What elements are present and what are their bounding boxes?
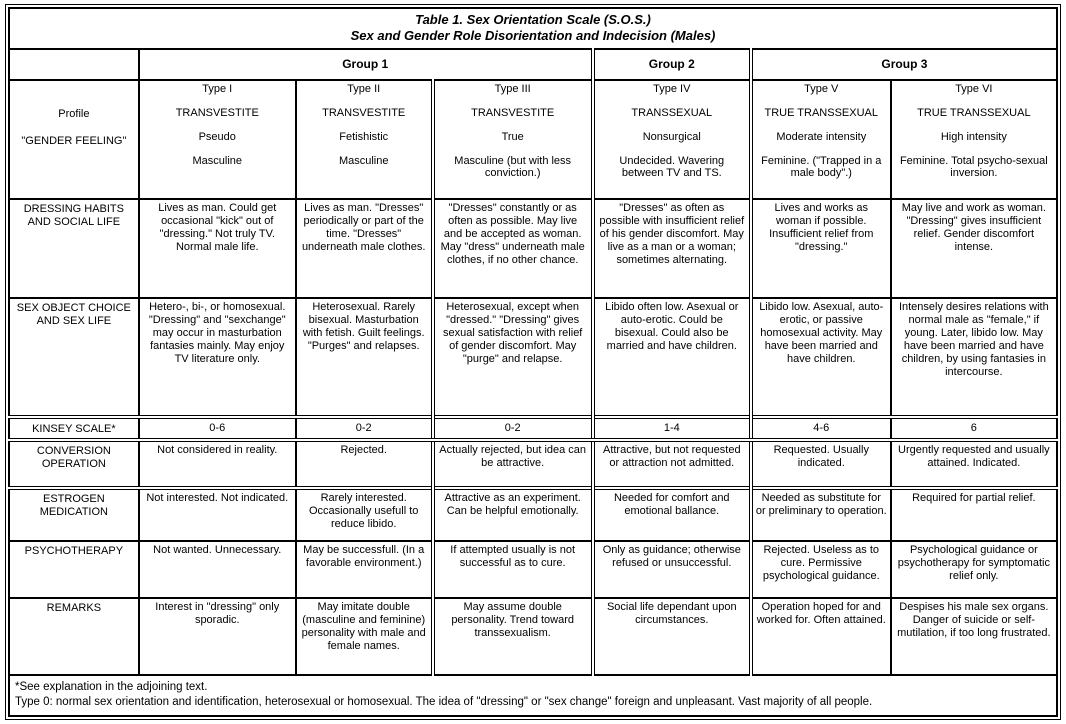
subtype: Pseudo [198,130,236,143]
cell-sexobject-type1: Hetero-, bi-, or homosexual. "Dressing" and "sexchange" may occur in masturbation fantasies mainly. May enjoy TV literature only. [139,298,296,417]
cell-sexobject-type2: Heterosexual. Rarely bisexual. Masturbation with fetish. Guilt feelings. "Purges" and relapses. [296,298,433,417]
table-row [9,440,1057,488]
cell-sexobject-type4: Libido often low. Asexual or auto-erotic. Could be bisexual. Could also be married and have children. [593,298,751,417]
group2-header: Group 2 [593,49,751,80]
cell-kinsey-type1: 0-6 [139,417,296,440]
cell-kinsey-type6: 6 [891,417,1057,440]
group-row-spacer [9,49,139,80]
profile-cell-type5 [751,80,891,199]
cell-psychotherapy-type4: Only as guidance; otherwise refused or unsuccessful. [593,541,751,597]
profile-cell-type3 [433,80,593,199]
footnote-asterisk: *See explanation in the adjoining text. [15,681,208,694]
cell-psychotherapy-type2: May be successfull. (In a favorable environment.) [296,541,433,597]
table-row [9,49,1057,80]
feeling: Feminine. ("Trapped in a male body".) [761,154,882,180]
feeling: Undecided. Wavering between TV and TS. [619,154,725,180]
profile-cell-type6 [891,80,1057,199]
row-label-remarks: REMARKS [9,598,139,675]
cell-conversion-type3: Actually rejected, but idea can be attractive. [433,440,593,488]
table-row [9,541,1057,597]
row-label-profile [9,80,139,199]
group1-header: Group 1 [139,49,593,80]
table-row [9,598,1057,675]
profile-cell-type4 [593,80,751,199]
cell-remarks-type6: Despises his male sex organs. Danger of suicide or self-mutilation, if too long frustrated. [891,598,1057,675]
profile-cell-type2 [296,80,433,199]
cell-psychotherapy-type1: Not wanted. Unnecessary. [139,541,296,597]
cell-conversion-type1: Not considered in reality. [139,440,296,488]
subtype: Fetishistic [339,130,389,143]
outer-frame [5,4,1061,720]
row-label-conversion: CONVERSION OPERATION [9,440,139,488]
table-title [9,8,1057,49]
cell-conversion-type4: Attractive, but not requested or attraction not admitted. [593,440,751,488]
cell-dressing-type5: Lives and works as woman if possible. Insufficient relief from "dressing." [751,199,891,299]
category: TRUE TRANSSEXUAL [764,106,878,119]
subtype: High intensity [940,130,1007,143]
cell-dressing-type4: "Dresses" as often as possible with insufficient relief of his gender discomfort. May live as a man or a woman; sometimes alternating. [593,199,751,299]
cell-estrogen-type4: Needed for comfort and emotional ballance. [593,488,751,541]
cell-dressing-type3: "Dresses" constantly or as often as possible. May live and be accepted as woman. May "dress" underneath male clothes, if no other chance. [433,199,593,299]
type-heading: Type II [347,82,381,95]
feeling: Masculine [192,154,243,167]
group3-header: Group 3 [751,49,1057,80]
table-row [9,80,1057,199]
table-row [9,675,1057,716]
table-title-line1: Table 1. Sex Orientation Scale (S.O.S.) [415,11,651,27]
category: TRUE TRANSSEXUAL [917,106,1031,119]
subtype: Nonsurgical [642,130,701,143]
cell-sexobject-type5: Libido low. Asexual, auto-erotic, or passive homosexual activity. May have been married and have children. [751,298,891,417]
footnotes [9,675,1057,716]
table-row [9,488,1057,541]
cell-kinsey-type2: 0-2 [296,417,433,440]
table-row [9,8,1057,49]
profile-label: Profile [58,107,90,120]
feeling: Masculine (but with less conviction.) [454,154,572,180]
cell-sexobject-type3: Heterosexual, except when "dressed." "Dressing" gives sexual satisfaction with relief of gender discomfort. May "purge" and relapse. [433,298,593,417]
cell-estrogen-type1: Not interested. Not indicated. [139,488,296,541]
cell-estrogen-type2: Rarely interested. Occasionally usefull to reduce libido. [296,488,433,541]
cell-kinsey-type4: 1-4 [593,417,751,440]
sos-table [8,7,1058,717]
type-heading: Type VI [955,82,993,95]
feeling: Feminine. Total psycho-sexual inversion. [899,154,1048,180]
cell-psychotherapy-type5: Rejected. Useless as to cure. Permissive psychological guidance. [751,541,891,597]
category: TRANSVESTITE [322,106,406,119]
row-label-dressing: DRESSING HABITS AND SOCIAL LIFE [9,199,139,299]
category: TRANSVESTITE [175,106,259,119]
cell-dressing-type6: May live and work as woman. "Dressing" gives insufficient relief. Gender discomfort intense. [891,199,1057,299]
cell-dressing-type2: Lives as man. "Dresses" periodically or part of the time. "Dresses" underneath male clothes. [296,199,433,299]
table-row [9,298,1057,417]
gender-feeling-label: "GENDER FEELING" [21,134,127,147]
row-label-psychotherapy: PSYCHOTHERAPY [9,541,139,597]
row-label-kinsey: KINSEY SCALE* [9,417,139,440]
cell-psychotherapy-type6: Psychological guidance or psychotherapy for symptomatic relief only. [891,541,1057,597]
category: TRANSVESTITE [471,106,555,119]
cell-estrogen-type3: Attractive as an experiment. Can be helpful emotionally. [433,488,593,541]
type-heading: Type IV [653,82,691,95]
cell-sexobject-type6: Intensely desires relations with normal male as "female," if young. Later, libido low. May have been married and have children, by using fantasies in intercourse. [891,298,1057,417]
cell-kinsey-type3: 0-2 [433,417,593,440]
table-row [9,199,1057,299]
row-label-sexobject: SEX OBJECT CHOICE AND SEX LIFE [9,298,139,417]
cell-conversion-type2: Rejected. [296,440,433,488]
subtype: Moderate intensity [776,130,867,143]
category: TRANSSEXUAL [631,106,713,119]
cell-remarks-type3: May assume double personality. Trend toward transsexualism. [433,598,593,675]
table-title-line2: Sex and Gender Role Disorientation and Indecision (Males) [350,28,716,44]
cell-remarks-type1: Interest in "dressing" only sporadic. [139,598,296,675]
profile-cell-type1 [139,80,296,199]
cell-dressing-type1: Lives as man. Could get occasional "kick" out of "dressing." Not truly TV. Normal male life. [139,199,296,299]
cell-remarks-type5: Operation hoped for and worked for. Often attained. [751,598,891,675]
feeling: Masculine [338,154,389,167]
cell-remarks-type4: Social life dependant upon circumstances. [593,598,751,675]
cell-remarks-type2: May imitate double (masculine and feminine) personality with male and female names. [296,598,433,675]
footnote-type0: Type 0: normal sex orientation and identification, heterosexual or homosexual. The idea of "dressing" or "sex change" foreign and unpleasant. Vast majority of all people. [15,696,873,709]
type-heading: Type I [202,82,233,95]
cell-estrogen-type5: Needed as substitute for or preliminary to operation. [751,488,891,541]
cell-psychotherapy-type3: If attempted usually is not successful as to cure. [433,541,593,597]
cell-kinsey-type5: 4-6 [751,417,891,440]
cell-conversion-type5: Requested. Usually indicated. [751,440,891,488]
type-heading: Type III [494,82,531,95]
type-heading: Type V [804,82,839,95]
table-row [9,417,1057,440]
subtype: True [501,130,524,143]
row-label-estrogen: ESTROGEN MEDICATION [9,488,139,541]
cell-conversion-type6: Urgently requested and usually attained. Indicated. [891,440,1057,488]
cell-estrogen-type6: Required for partial relief. [891,488,1057,541]
